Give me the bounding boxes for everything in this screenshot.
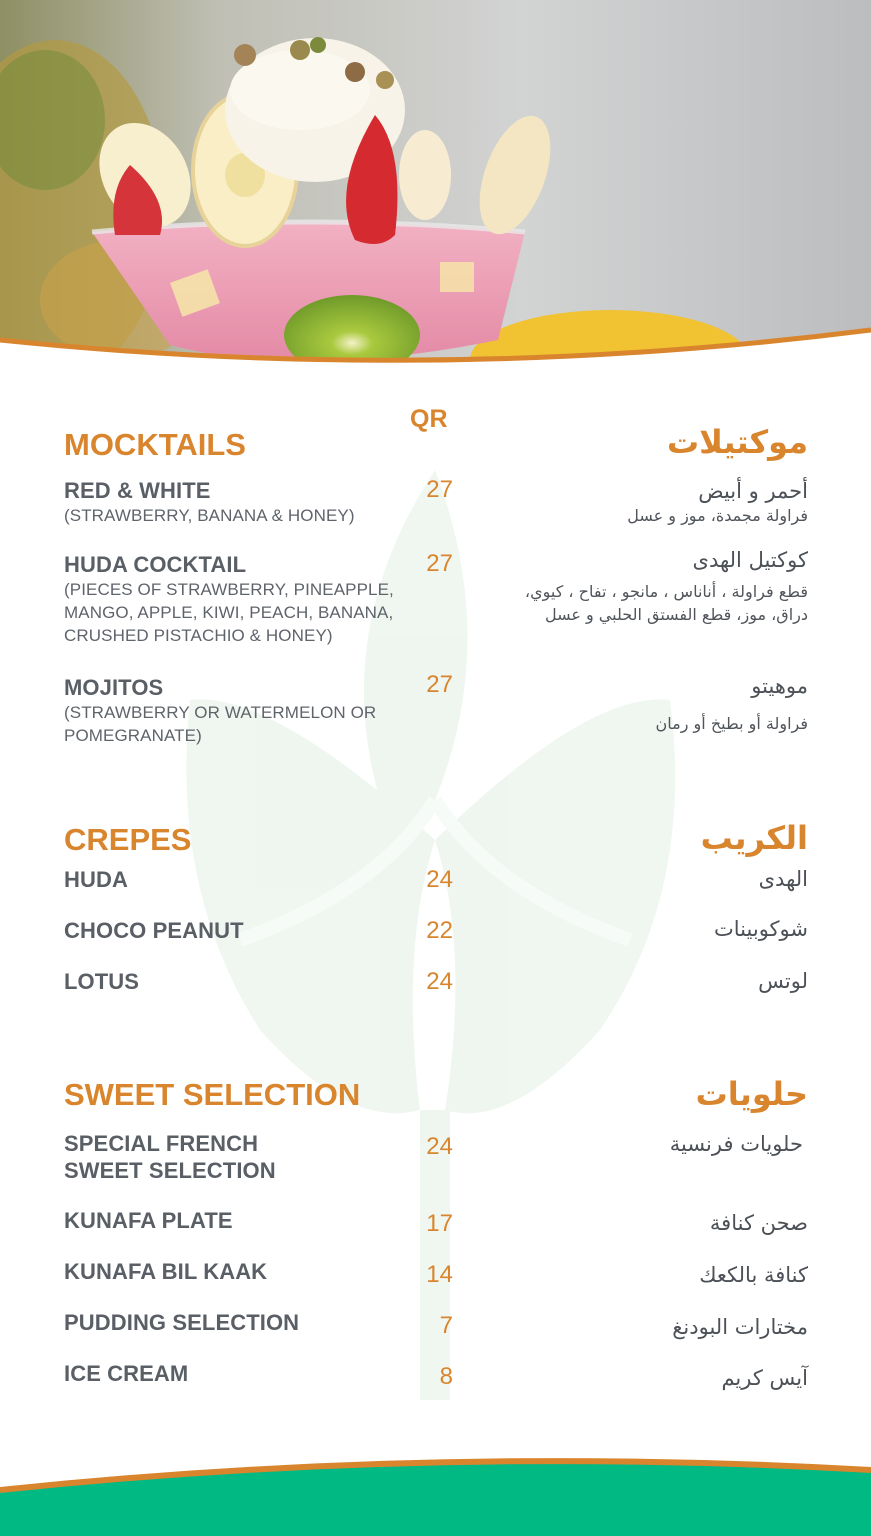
item-name-en: PUDDING SELECTION (64, 1310, 300, 1335)
item-name-ar: شوكوبينات (714, 917, 808, 941)
item-name-en: CHOCO PEANUT (64, 918, 244, 943)
item-desc-en: (STRAWBERRY, BANANA & HONEY) (64, 506, 355, 525)
item-name-ar: أحمر و أبيض (698, 479, 808, 503)
item-price: 27 (426, 671, 453, 698)
section-title-ar-mocktails: موكتيلات (666, 423, 808, 461)
item-name-ar: لوتس (758, 969, 808, 993)
item-price: 17 (426, 1210, 453, 1237)
item-price: 7 (439, 1312, 453, 1339)
item-name-en: RED & WHITE (64, 478, 211, 503)
item-name-ar: كنافة بالكعك (699, 1263, 808, 1287)
item-price: 22 (426, 917, 453, 944)
item-name-ar: حلويات فرنسية (669, 1132, 803, 1156)
item-name-en: ICE CREAM (64, 1361, 189, 1386)
item-price: 27 (426, 476, 453, 503)
item-desc-ar: فراولة مجمدة، موز و عسل (627, 506, 808, 525)
item-price: 27 (426, 550, 453, 577)
item-name-en: HUDA COCKTAIL (64, 552, 247, 577)
item-name-ar: الهدى (758, 867, 808, 891)
item-desc-ar: فراولة أو بطيخ أو رمان (655, 714, 808, 733)
item-name-ar: كوكتيل الهدى (692, 548, 808, 572)
item-price: 8 (439, 1363, 453, 1390)
item-name-en: KUNAFA BIL KAAK (64, 1259, 268, 1284)
currency-header: QR (410, 405, 448, 433)
item-name-ar: آيس كريم (721, 1366, 808, 1390)
section-title-ar-crepes: الكريب (700, 819, 808, 857)
item-price: 14 (426, 1261, 453, 1288)
item-name-ar: صحن كنافة (709, 1211, 808, 1235)
item-name-en: MOJITOS (64, 675, 164, 700)
item-name-ar: موهيتو (751, 674, 808, 698)
item-desc-en: (STRAWBERRY OR WATERMELON OR POMEGRANATE) (64, 703, 377, 745)
item-price: 24 (426, 1133, 453, 1160)
item-desc-ar: قطع فراولة ، أناناس ، مانجو ، تفاح ، كيوي، دراق، موز، قطع الفستق الحلبي و عسل (524, 582, 808, 624)
item-price: 24 (426, 968, 453, 995)
section-title-ar-sweet-selection: حلويات (695, 1075, 808, 1113)
section-title-en-sweet-selection: SWEET SELECTION (64, 1077, 361, 1112)
section-title-en-crepes: CREPES (64, 822, 192, 857)
section-title-en-mocktails: MOCKTAILS (64, 427, 246, 462)
item-price: 24 (426, 866, 453, 893)
hero-dessert-image (0, 0, 871, 372)
footer-wave (0, 1440, 871, 1536)
item-desc-en: (PIECES OF STRAWBERRY, PINEAPPLE, MANGO, APPLE, KIWI, PEACH, BANANA, CRUSHED PISTACHIO & HONEY) (64, 580, 394, 645)
item-name-en: LOTUS (64, 969, 140, 994)
item-name-en: KUNAFA PLATE (64, 1208, 233, 1233)
item-name-ar: مختارات البودنغ (672, 1315, 808, 1339)
item-name-en: SPECIAL FRENCH SWEET SELECTION (64, 1131, 276, 1183)
item-name-en: HUDA (64, 867, 128, 892)
